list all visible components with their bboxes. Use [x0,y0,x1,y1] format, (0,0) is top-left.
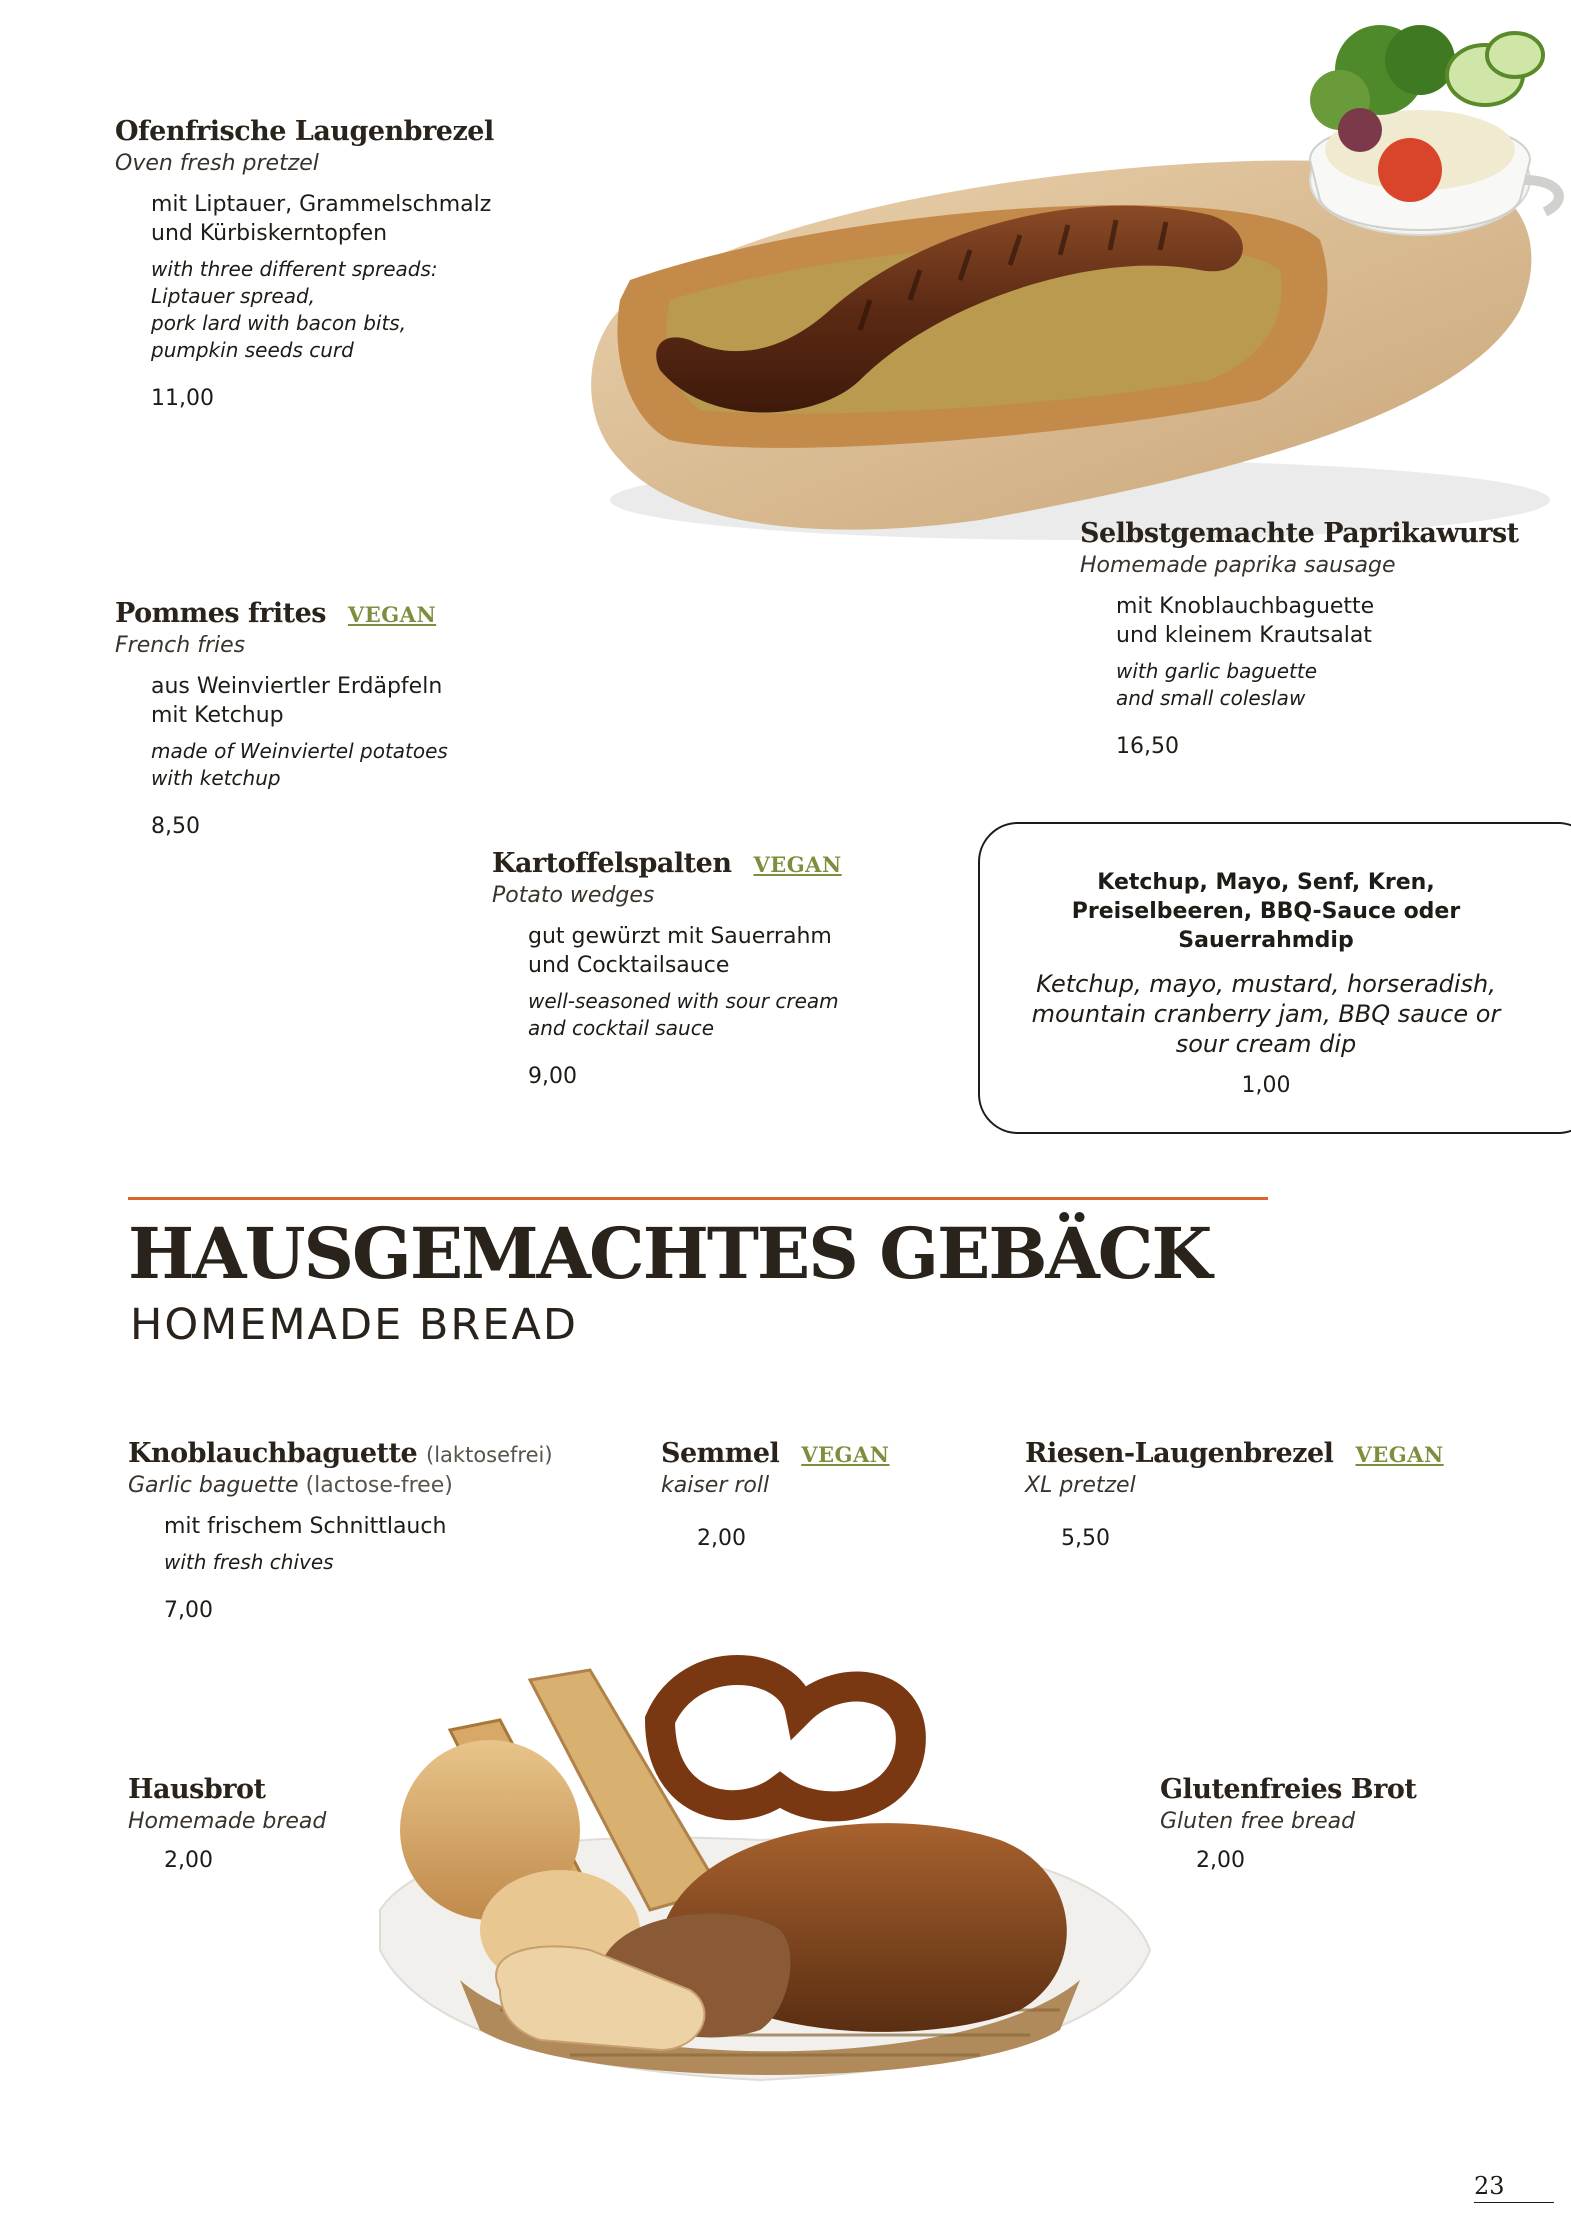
item-title: Pommes frites [115,598,326,629]
item-subtitle: Homemade bread [128,1809,327,1834]
menu-item-hausbrot [128,1774,448,1873]
item-price: 2,00 [1196,1848,1245,1873]
vegan-badge: VEGAN [801,1442,890,1467]
menu-item-garlic-baguette [128,1438,588,1623]
item-title-row [115,598,535,629]
item-description-en: well-seasoned with sour cream and cocktail sauce [528,989,839,1040]
item-subtitle: XL pretzel [1025,1473,1136,1498]
item-subtitle: Oven fresh pretzel [115,151,319,176]
menu-item-wedges [492,848,952,1089]
item-subtitle: French fries [115,633,246,658]
item-price: 5,50 [1061,1526,1110,1551]
vegan-badge: VEGAN [753,852,842,877]
item-subtitle: Homemade paprika sausage [1080,553,1396,578]
item-price: 2,00 [697,1526,746,1551]
sausage-plate-image [560,0,1571,560]
menu-item-fries [115,598,535,839]
item-price: 16,50 [1116,734,1179,759]
vegan-badge: VEGAN [1355,1442,1444,1467]
section-divider [128,1197,1268,1200]
item-description-de: mit Liptauer, Grammelschmalz und Kürbiskerntopfen [151,192,492,246]
item-title: Riesen-Laugenbrezel [1025,1438,1334,1469]
item-title: Knoblauchbaguette [128,1438,418,1469]
item-subtitle: Garlic baguette [128,1473,299,1498]
item-subtitle-note: (lactose-free) [305,1473,453,1498]
item-title: Ofenfrische Laugenbrezel [115,116,494,147]
item-description-en: with three different spreads: Liptauer spread, pork lard with bacon bits, pumpkin seeds curd [151,257,438,362]
section-subtitle: HOMEMADE BREAD [130,1300,578,1350]
sauces-description-en: Ketchup, mayo, mustard, horseradish, mountain cranberry jam, BBQ sauce or sour cream dip [1031,970,1501,1058]
bread-basket-image [360,1650,1160,2090]
page-number: 23 [1474,2172,1505,2200]
item-subtitle: Potato wedges [492,883,655,908]
item-price: 2,00 [164,1848,213,1873]
item-description-de: gut gewürzt mit Sauerrahm und Cocktailsauce [528,924,832,978]
sauces-description-de: Ketchup, Mayo, Senf, Kren, Preiselbeeren, BBQ-Sauce oder Sauerrahmdip [1071,870,1461,953]
item-title-note: (laktosefrei) [426,1443,553,1467]
sauces-price: 1,00 [1241,1073,1291,1098]
item-title-row [1025,1438,1545,1469]
item-title-row [661,1438,981,1469]
item-price: 8,50 [151,814,200,839]
section-title: HAUSGEMACHTES GEBÄCK [128,1212,1211,1295]
item-description-de: mit Knoblauchbaguette und kleinem Krautsalat [1116,594,1375,648]
item-description-de: aus Weinviertler Erdäpfeln mit Ketchup [151,674,443,728]
item-description-en: made of Weinviertel potatoes with ketchup [151,739,448,790]
item-price: 7,00 [164,1598,213,1623]
item-subtitle: kaiser roll [661,1473,770,1498]
item-price: 9,00 [528,1064,577,1089]
vegan-badge: VEGAN [347,602,437,627]
item-title: Semmel [661,1438,780,1469]
item-title-row [492,848,952,879]
item-subtitle: Gluten free bread [1160,1809,1356,1834]
item-title: Kartoffelspalten [492,848,732,879]
item-subtitle-row [128,1473,588,1498]
item-title: Glutenfreies Brot [1160,1774,1417,1805]
page-number-rule [1474,2202,1554,2203]
menu-item-sausage [1080,518,1550,759]
item-title-row [128,1438,588,1469]
menu-item-gluten-free [1160,1774,1540,1873]
item-description-de: mit frischem Schnittlauch [164,1514,447,1539]
menu-item-semmel [661,1438,981,1551]
item-price: 11,00 [151,386,214,411]
item-description-en: with garlic baguette and small coleslaw [1116,659,1318,710]
sauces-box [978,822,1571,1134]
item-description-en: with fresh chives [164,1550,334,1574]
item-title: Hausbrot [128,1774,266,1805]
menu-item-pretzel [115,116,535,411]
menu-item-xl-pretzel [1025,1438,1545,1551]
item-title: Selbstgemachte Paprikawurst [1080,518,1519,549]
